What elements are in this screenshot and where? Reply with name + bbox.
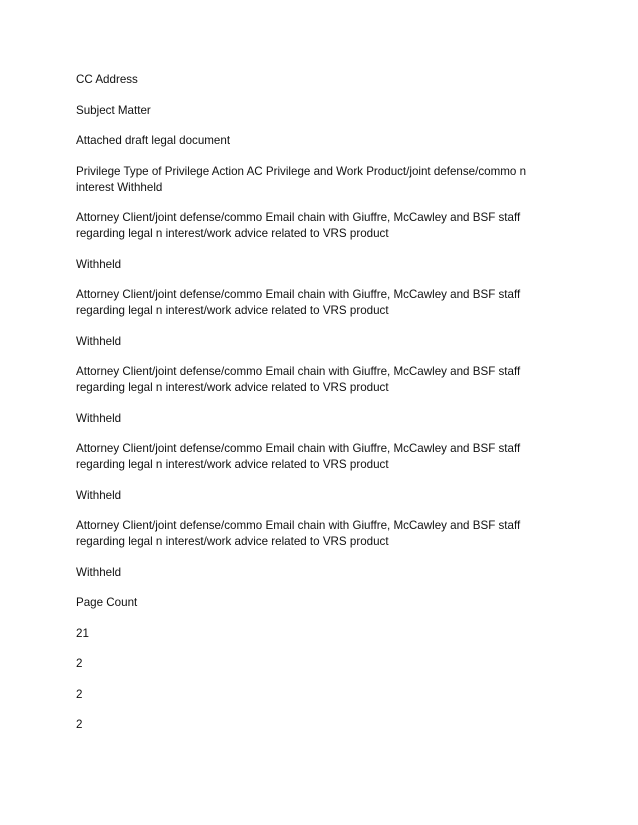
privilege-entry: Attorney Client/joint defense/commo Email chain with Giuffre, McCawley and BSF staff regarding legal n interest/work advice related to VRS product — [76, 519, 521, 548]
action-withheld: Withheld — [76, 488, 122, 502]
action-withheld: Withheld — [76, 257, 122, 271]
page-count-value: 21 — [76, 626, 89, 640]
page-count-label: Page Count — [76, 596, 138, 609]
subject-matter-label: Subject Matter — [76, 103, 151, 117]
privilege-header: Privilege Type of Privilege Action AC Privilege and Work Product/joint defense/commo n interest Withheld — [76, 164, 527, 194]
page-count-value: 2 — [76, 687, 83, 701]
action-withheld: Withheld — [76, 565, 122, 579]
action-withheld: Withheld — [76, 334, 122, 348]
attachment-description: Attached draft legal document — [76, 134, 231, 147]
privilege-entry: Attorney Client/joint defense/commo Email chain with Giuffre, McCawley and BSF staff regarding legal n interest/work advice related to VRS product — [76, 365, 521, 394]
action-withheld: Withheld — [76, 411, 122, 425]
privilege-entry: Attorney Client/joint defense/commo Email chain with Giuffre, McCawley and BSF staff regarding legal n interest/work advice related to VRS product — [76, 442, 521, 471]
cc-address-label: CC Address — [76, 73, 138, 86]
document-body — [76, 72, 546, 748]
privilege-entry: Attorney Client/joint defense/commo Email chain with Giuffre, McCawley and BSF staff regarding legal n interest/work advice related to VRS product — [76, 211, 521, 240]
page-count-value: 2 — [76, 657, 83, 670]
page-count-value: 2 — [76, 718, 83, 731]
privilege-entry: Attorney Client/joint defense/commo Email chain with Giuffre, McCawley and BSF staff regarding legal n interest/work advice related to VRS product — [76, 288, 521, 317]
